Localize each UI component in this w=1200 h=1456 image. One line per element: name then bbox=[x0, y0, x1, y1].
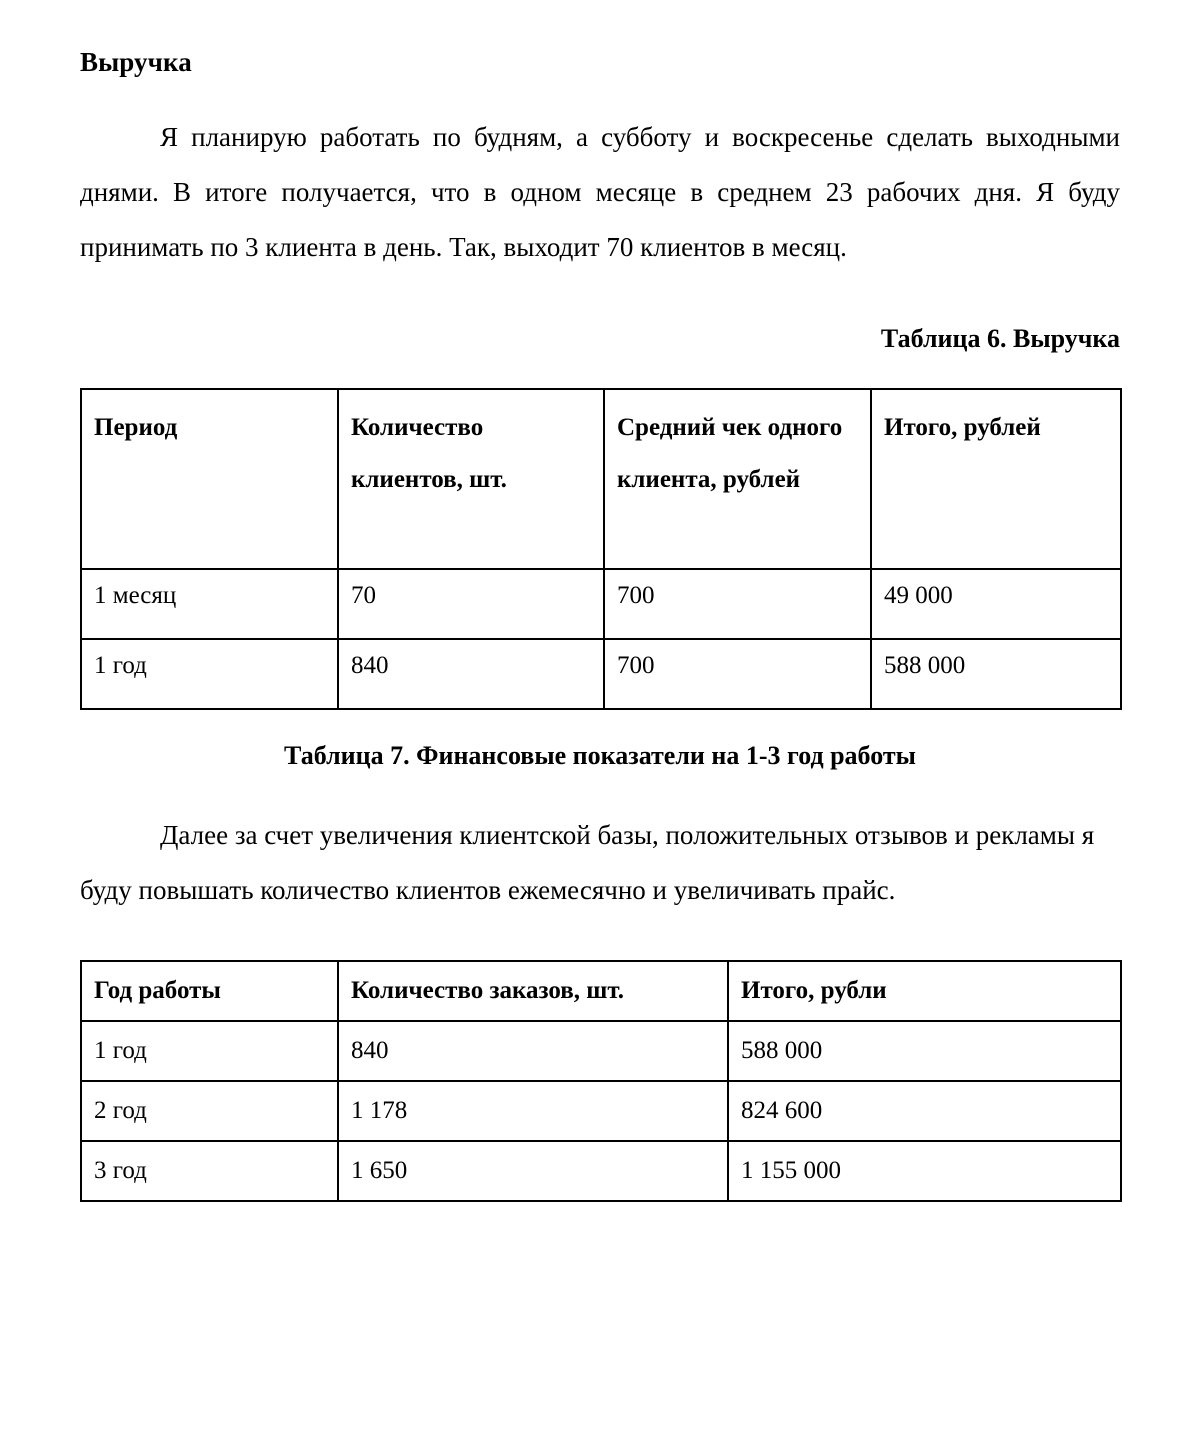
cell-order-count: 1 650 bbox=[338, 1141, 728, 1201]
spacer bbox=[80, 275, 1120, 323]
spacer bbox=[80, 356, 1120, 388]
caption-table-7: Таблица 7. Финансовые показатели на 1-3 год работы bbox=[284, 740, 916, 770]
table-row bbox=[81, 1141, 1121, 1201]
paragraph-schedule: Я планирую работать по будням, а субботу и воскресенье сделать выходными днями. В итоге получается, что в одном месяце в среднем 23 рабочих дня. Я буду принимать по 3 клиента в день. Так, выходит 70 клиентов в месяц. bbox=[80, 122, 1120, 263]
cell-period: 1 месяц bbox=[81, 569, 338, 639]
caption-table-6: Таблица 6. Выручка bbox=[880, 324, 1120, 354]
cell-period: 1 год bbox=[81, 639, 338, 709]
table-row bbox=[81, 1081, 1121, 1141]
cell-total: 588 000 bbox=[871, 639, 1121, 709]
header-cell-total-rubles: Итого, рубли bbox=[728, 961, 1121, 1021]
cell-order-count: 1 178 bbox=[338, 1081, 728, 1141]
header-cell-work-year: Год работы bbox=[81, 961, 338, 1021]
document-body bbox=[80, 0, 1120, 1202]
table-row bbox=[81, 569, 1121, 639]
spacer bbox=[80, 918, 1120, 960]
spacer bbox=[80, 772, 1120, 808]
cell-total: 1 155 000 bbox=[728, 1141, 1121, 1201]
cell-work-year: 1 год bbox=[81, 1021, 338, 1081]
cell-total: 824 600 bbox=[728, 1081, 1121, 1141]
table-row bbox=[81, 1021, 1121, 1081]
cell-average-check: 700 bbox=[604, 569, 871, 639]
header-cell-average-check: Средний чек одного клиента, рублей bbox=[604, 389, 871, 569]
table-revenue bbox=[80, 388, 1122, 710]
cell-work-year: 2 год bbox=[81, 1081, 338, 1141]
header-cell-period: Период bbox=[81, 389, 338, 569]
paragraph-growth: Далее за счет увеличения клиентской базы, положительных отзывов и рекламы я буду повышать количество клиентов ежемесячно и увеличивать прайс. bbox=[80, 820, 1095, 906]
spacer bbox=[80, 710, 1120, 740]
cell-total: 588 000 bbox=[728, 1021, 1121, 1081]
cell-average-check: 700 bbox=[604, 639, 871, 709]
table-financials bbox=[80, 960, 1122, 1202]
section-heading-revenue: Выручка bbox=[80, 47, 192, 77]
cell-client-count: 70 bbox=[338, 569, 604, 639]
cell-total: 49 000 bbox=[871, 569, 1121, 639]
header-cell-client-count: Количество клиентов, шт. bbox=[338, 389, 604, 569]
cell-work-year: 3 год bbox=[81, 1141, 338, 1201]
table-header-row bbox=[81, 961, 1121, 1021]
table-header-row bbox=[81, 389, 1121, 569]
table-row bbox=[81, 639, 1121, 709]
header-cell-total-rubles: Итого, рублей bbox=[871, 389, 1121, 569]
cell-order-count: 840 bbox=[338, 1021, 728, 1081]
cell-client-count: 840 bbox=[338, 639, 604, 709]
header-cell-order-count: Количество заказов, шт. bbox=[338, 961, 728, 1021]
